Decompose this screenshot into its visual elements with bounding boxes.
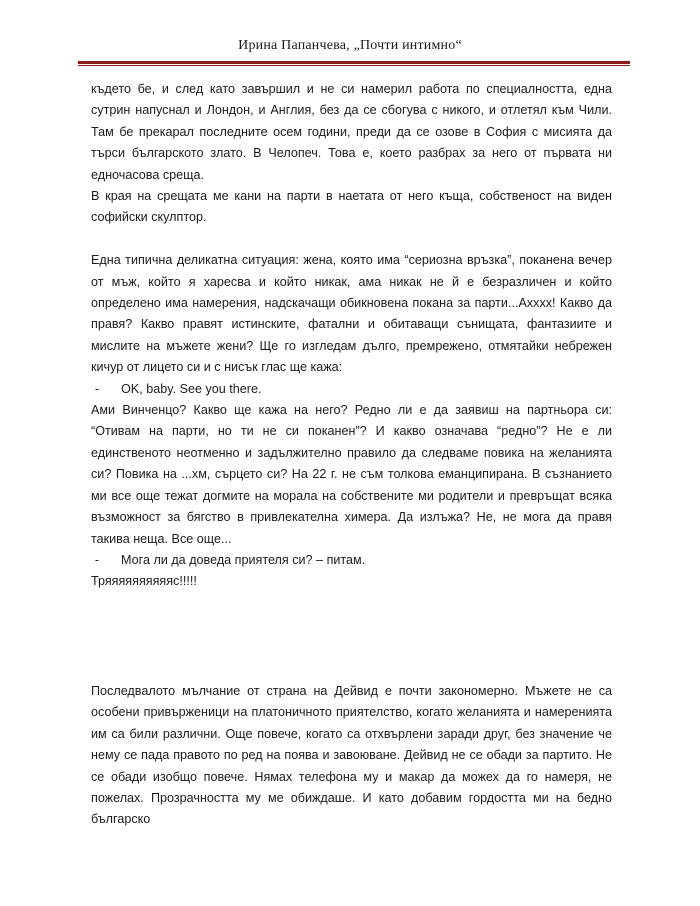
text-block-bottom — [91, 681, 612, 831]
header-rule-thin — [78, 65, 630, 66]
paragraph-2: В края на срещата ме кани на парти в наетата от него къща, собственост на виден софийски скулптор. — [91, 189, 612, 225]
dialogue-line-1 — [91, 379, 612, 400]
dialogue-text-1: OK, baby. See you there. — [121, 381, 262, 396]
paragraph-5: Тряяяяяяяяяяс!!!!! — [91, 574, 197, 589]
text-block-top — [91, 79, 612, 593]
dash-bullet: - — [94, 552, 100, 567]
paragraph-6: Последвалото мълчание от страна на Дейвид е почти закономерно. Мъжете не са особени привърженици на платоничното приятелство, когато желанията и намеренията им са били различни. Още повече, когато са отхвърлени заради друг, без значение че нему се пада правото по ред на поява и завоюване. Дейвид не се обади за партито. Не се обади изобщо повече. Нямах телефона му и макар да можех да го намеря, не пожелах. Прозрачността му ме обиждаше. И като добавим гордостта ми на бедно българско — [91, 684, 612, 827]
dash-bullet: - — [94, 381, 100, 396]
dialogue-line-2 — [91, 550, 612, 571]
dialogue-text-2: Мога ли да доведа приятеля си? – питам. — [121, 552, 366, 567]
blank-line — [91, 229, 612, 250]
paragraph-3: Една типична деликатна ситуация: жена, която има “сериозна връзка”, поканена вечер от мъж, който я харесва и който никак, ама никак не й е безразличен и който определено има намерения, надскачащи обикновена покана за парти...Ахххх! Какво да правя? Какво правят истинските, фатални и обитаващи сънищата, фантазиите и мислите на мъжете жени? Ще го изгледам дълго, премрежено, отмятайки небрежен кичур от лицето си и с нисък глас ще кажа: — [91, 253, 612, 375]
paragraph-1: където бе, и след като завършил и не си намерил работа по специалността, една сутрин напуснал и Лондон, и Англия, без да се сбогува с никого, и отлетял към Чили. Там бе прекарал последните осем години, преди да се озове в София с мисията да търси българското злато. В Челопеч. Това е, което разбрах за него от първата ни едночасова среща. — [91, 82, 612, 182]
page-header-title: Ирина Папанчева, „Почти интимно“ — [238, 38, 462, 53]
paragraph-4: Ами Винченцо? Какво ще кажа на него? Редно ли е да заявиш на партньора си: “Отивам на парти, но ти не си поканен”? И какво означава “редно”? Не е ли единственото неотменно и задължително правило да следваме повика на желанията си? Повика на ...хм, сърцето си? На 22 г. не съм толкова еманципирана. В съзнанието ми все още тежат догмите на морала на собствените ми родители и превръщат всяка възможност за бягство в привлекателна химера. Да излъжа? Не, не мога да правя такива неща. Все още... — [91, 403, 612, 546]
header-rule-thick — [78, 61, 630, 64]
